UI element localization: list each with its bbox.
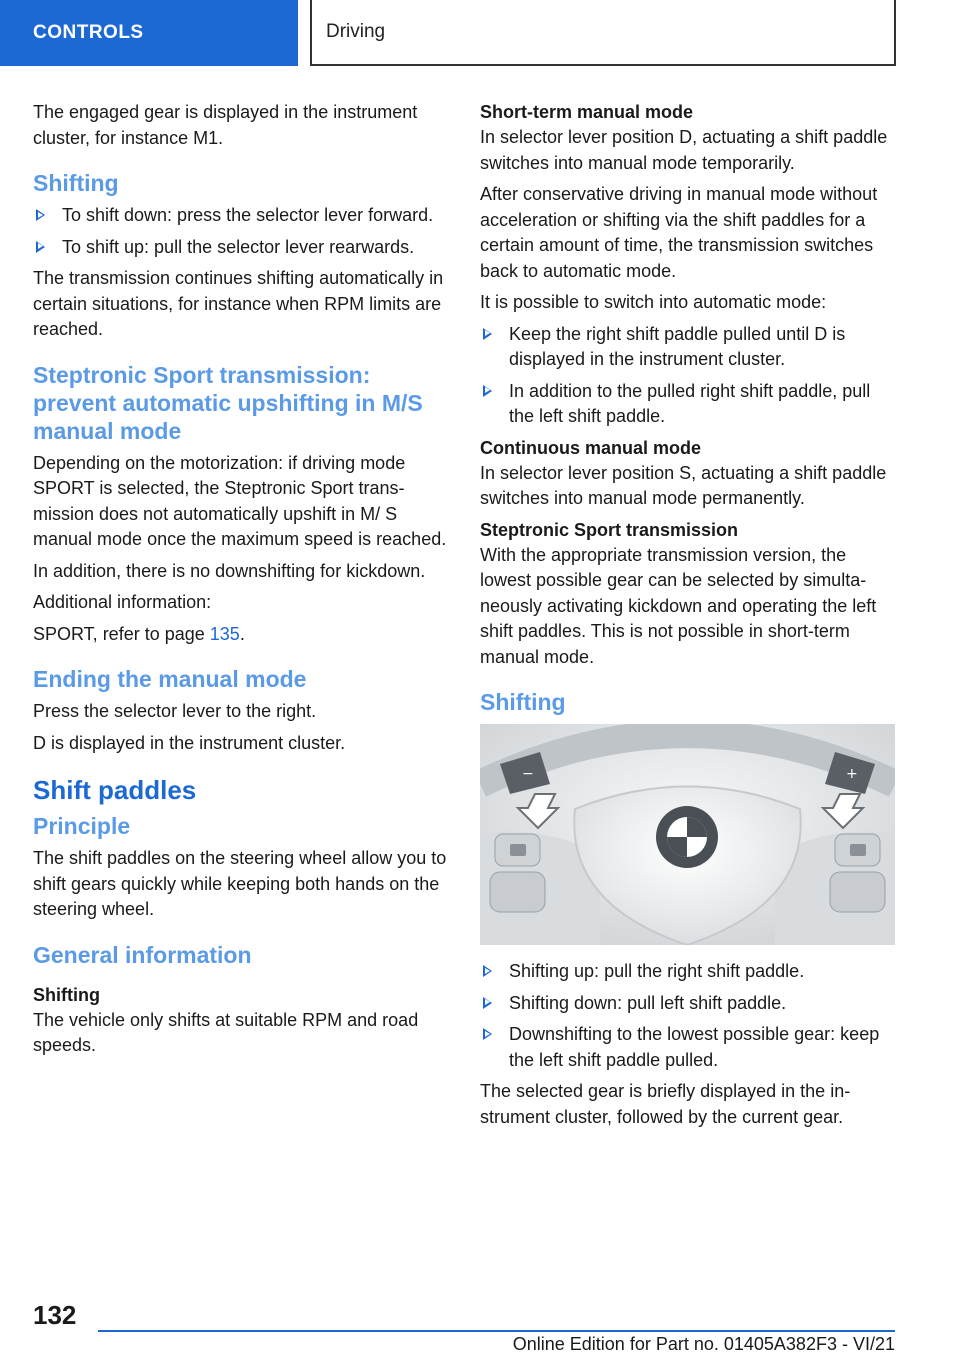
heading-steptronic-sport: Steptronic Sport transmission: prevent automatic upshifting in M/S manual mode — [33, 361, 423, 444]
list-item: To shift up: pull the selector lever rearwards. — [33, 235, 448, 261]
list-item: In addition to the pulled right shift paddle, pull the left shift paddle. — [480, 379, 895, 430]
paragraph-additional: Additional information: — [33, 592, 212, 612]
paragraph-possible: It is possible to switch into automatic mode: — [480, 292, 827, 312]
list-item: To shift down: press the selector lever forward. — [33, 203, 448, 229]
paragraph-sport-reference: SPORT, refer to page 135. — [33, 623, 245, 644]
heading-shift-paddles: Shift paddles — [33, 775, 197, 805]
heading-shifting: Shifting — [33, 170, 119, 196]
heading-general-information: General information — [33, 941, 252, 968]
paragraph-principle: The shift paddles on the steering wheel allow you to shift gears quickly while keeping both hands on the steering wheel. — [33, 848, 447, 919]
paragraph-no-downshift: In addition, there is no downshifting for kickdown. — [33, 560, 426, 581]
subheading-steptronic-sport: Steptronic Sport transmission — [480, 519, 739, 540]
right-column — [480, 100, 895, 1136]
chapter-title: Driving — [310, 0, 896, 66]
triangle-bullet-icon — [483, 997, 492, 1009]
subheading-short-term: Short-term manual mode — [480, 102, 694, 122]
paragraph-d-displayed: D is displayed in the instrument cluster. — [33, 732, 346, 753]
list-item: Downshifting to the lowest possible gear: keep the left shift paddle pulled. — [480, 1022, 895, 1073]
paragraph-steptronic-sport: With the appropriate transmission version, the lowest possible gear can be selected by simultaneously activating kickdown and operating the left shift paddles. This is not possible in short-term manual mode. — [480, 544, 877, 667]
paragraph-vehicle-shifts: The vehicle only shifts at suitable RPM and road speeds. — [33, 1009, 419, 1055]
shifting-list — [33, 203, 448, 260]
heading-ending-manual: Ending the manual mode — [33, 666, 307, 692]
minus-label: − — [522, 766, 534, 782]
page-number: 132 — [33, 1300, 77, 1330]
paragraph-continuous: In selector lever position S, actuating a shift paddle switches into manual mode permanently. — [480, 462, 887, 508]
left-column — [33, 100, 448, 1065]
section-tab: CONTROLS — [0, 0, 298, 66]
paragraph-engaged-gear: The engaged gear is displayed in the instrument cluster, for instance M1. — [33, 102, 418, 148]
paragraph-depending: Depending on the motorization: if driving mode SPORT is selected, the Steptronic Sport transmission does not automatically upshift in M/ S manual mode once the maximum speed is reached. — [33, 452, 447, 549]
footer-divider — [98, 1330, 895, 1332]
triangle-bullet-icon — [483, 385, 492, 397]
list-item: Shifting up: pull the right shift paddle. — [480, 959, 895, 985]
bmw-logo-icon — [656, 806, 718, 868]
steering-wheel-icon — [480, 724, 895, 945]
subheading-continuous: Continuous manual mode — [480, 437, 702, 458]
paragraph-press-lever: Press the selector lever to the right. — [33, 701, 317, 721]
paragraph-after: After conservative driving in manual mode without acceleration or shifting via the shift paddles for a certain amount of time, the transmission switches back to automatic mode. — [480, 184, 878, 281]
list-item: Shifting down: pull left shift paddle. — [480, 991, 895, 1017]
triangle-bullet-icon — [36, 241, 45, 253]
list-item: Keep the right shift paddle pulled until D is displayed in the instrument cluster. — [480, 322, 895, 373]
heading-principle: Principle — [33, 813, 131, 839]
subheading-shifting: Shifting — [33, 984, 100, 1005]
plus-label: + — [846, 766, 858, 782]
paragraph-selected-gear: The selected gear is briefly displayed in the instrument cluster, followed by the current gear. — [480, 1081, 851, 1127]
triangle-bullet-icon — [483, 965, 492, 977]
paragraph-short-term: In selector lever position D, actuating a shift paddle switches into manual mode temporarily. — [480, 127, 888, 173]
triangle-bullet-icon — [483, 1028, 492, 1040]
paragraph-continues: The transmission continues shifting automatically in certain situations, for instance when RPM limits are reached. — [33, 268, 444, 339]
automatic-mode-list — [480, 322, 895, 430]
footer-edition: Online Edition for Part no. 01405A382F3 - VI/21 — [512, 1334, 895, 1354]
triangle-bullet-icon — [36, 209, 45, 221]
page-reference-link[interactable]: 135 — [209, 623, 240, 644]
steering-wheel-illustration — [480, 724, 895, 945]
triangle-bullet-icon — [483, 328, 492, 340]
heading-shifting-2: Shifting — [480, 689, 566, 715]
paddle-list — [480, 959, 895, 1073]
